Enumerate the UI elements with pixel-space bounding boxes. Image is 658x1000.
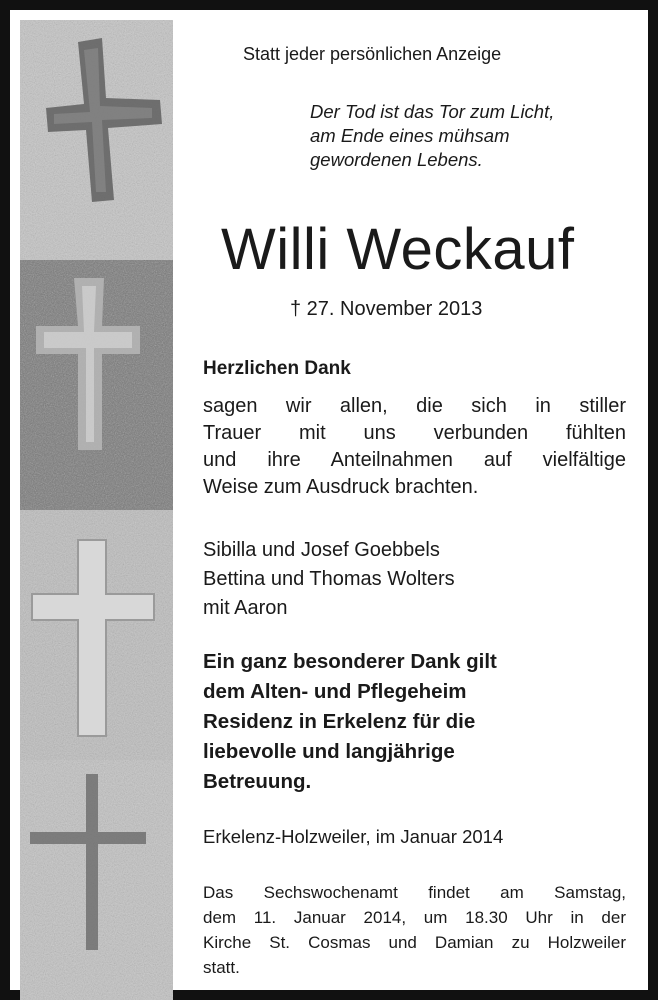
mass-line: statt. [203,958,240,977]
thanks-line: Trauer mit uns verbunden fühlten [203,422,626,444]
quote-line: am Ende eines mühsam [310,125,510,146]
mourner: Sibilla und Josef Goebbels [203,539,440,561]
mourner: Bettina und Thomas Wolters [203,568,455,590]
cross-panel-4 [20,760,173,1000]
special-thanks-line: dem Alten- und Pflegeheim [203,680,467,703]
mass-line: Das Sechswochenamt findet am Samstag, [203,883,626,902]
death-date: † 27. November 2013 [290,298,483,320]
cross-panel-2 [20,260,173,510]
place-date: Erkelenz-Holzweiler, im Januar 2014 [203,826,504,847]
quote-block [310,100,554,172]
notice-subtitle: Statt jeder persönlichen Anzeige [243,44,502,64]
mass-line: dem 11. Januar 2014, um 18.30 Uhr in der [203,908,626,927]
crosses-image-strip [20,20,173,1000]
mourner: mit Aaron [203,597,288,619]
obituary-text-column [173,20,658,1000]
special-thanks-line: liebevolle und langjährige [203,740,455,763]
cross-panel-3 [20,510,173,760]
deceased-name: Willi Weckauf [221,217,575,282]
special-thanks [203,647,497,797]
thanks-paragraph [203,393,626,501]
mass-announcement [203,880,626,980]
special-thanks-line: Residenz in Erkelenz für die [203,710,476,733]
cross-panel-1 [20,20,173,260]
mourners-list [203,536,455,623]
thanks-heading: Herzlichen Dank [203,358,351,379]
thanks-line: sagen wir allen, die sich in stiller [203,395,626,417]
special-thanks-line: Ein ganz besonderer Dank gilt [203,650,497,673]
thanks-line: und ihre Anteilnahmen auf vielfältige [203,449,626,471]
special-thanks-line: Betreuung. [203,770,312,793]
thanks-line: Weise zum Ausdruck brachten. [203,476,479,498]
mass-line: Kirche St. Cosmas und Damian zu Holzweiler [203,933,626,952]
quote-line: Der Tod ist das Tor zum Licht, [310,101,555,122]
quote-line: gewordenen Lebens. [310,149,483,170]
